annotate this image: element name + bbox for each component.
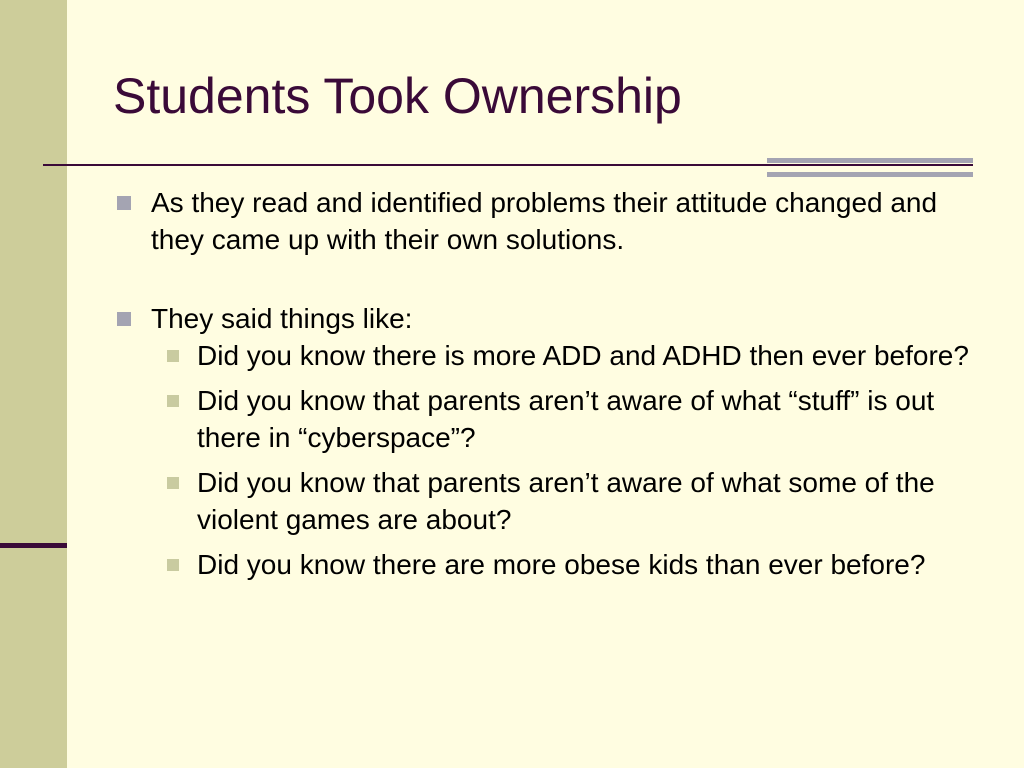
title-divider bbox=[43, 164, 973, 166]
sub-bullet-text: Did you know there are more obese kids than ever before? bbox=[197, 549, 926, 580]
slide-body bbox=[113, 184, 993, 583]
sub-bullet-text: Did you know there is more ADD and ADHD then ever before? bbox=[197, 340, 969, 371]
bullet-text: They said things like: bbox=[151, 303, 413, 334]
decorative-gray-bar-bottom bbox=[767, 172, 973, 177]
bullet-item bbox=[113, 184, 993, 258]
bullet-item bbox=[113, 300, 993, 337]
sub-bullet-item bbox=[113, 464, 993, 538]
left-accent-bar bbox=[0, 543, 67, 548]
sub-bullet-item bbox=[113, 546, 993, 583]
square-bullet-icon bbox=[167, 559, 179, 571]
sub-bullet-text: Did you know that parents aren’t aware of what some of the violent games are about? bbox=[197, 467, 935, 535]
square-bullet-icon bbox=[167, 350, 179, 362]
square-bullet-icon bbox=[117, 196, 131, 210]
sub-bullet-text: Did you know that parents aren’t aware of what “stuff” is out there in “cyberspace”? bbox=[197, 385, 935, 453]
sub-bullet-item bbox=[113, 337, 993, 374]
left-sidebar-decoration bbox=[0, 0, 67, 768]
decorative-gray-bar-top bbox=[767, 158, 973, 163]
sub-bullet-item bbox=[113, 382, 993, 456]
slide-title: Students Took Ownership bbox=[113, 68, 682, 124]
square-bullet-icon bbox=[167, 395, 179, 407]
square-bullet-icon bbox=[117, 312, 131, 326]
square-bullet-icon bbox=[167, 477, 179, 489]
bullet-text: As they read and identified problems their attitude changed and they came up with their own solutions. bbox=[151, 187, 938, 255]
